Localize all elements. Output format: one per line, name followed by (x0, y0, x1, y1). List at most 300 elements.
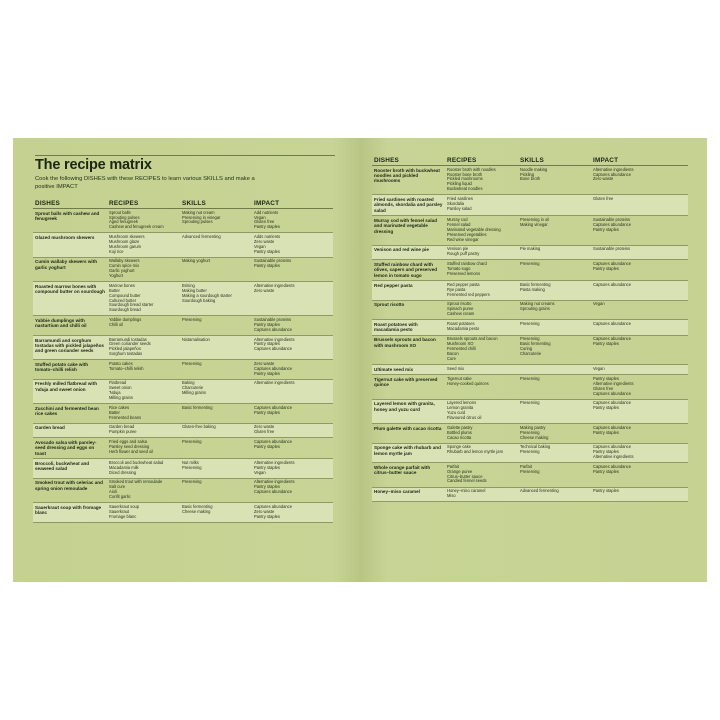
impact-cell (252, 360, 333, 380)
table-body (372, 166, 688, 502)
skill-item: Sprouting grains (520, 306, 550, 312)
impact-item: Captures abundance (593, 171, 632, 177)
skill-item: Preserving (182, 464, 202, 470)
left-page (13, 138, 360, 582)
recipe-item: Pumpkin puree (109, 429, 137, 435)
recipe-item: Parsley seed dressing (109, 443, 150, 449)
recipe-item: Cacao ricotta (447, 434, 472, 440)
recipe-item: Layered lemons (447, 400, 477, 406)
skill-item: Charcuterie (182, 385, 204, 391)
recipe-item: Seed mix (447, 365, 465, 371)
header-dishes: DISHES (33, 198, 107, 209)
skills-cell (518, 399, 591, 423)
recipe-item: Macadamia milk (109, 464, 139, 470)
impact-item: Captures abundance (254, 503, 293, 509)
skill-item: Sprouting pulses (182, 219, 213, 225)
page-title: The recipe matrix (35, 157, 152, 173)
header-skills: SKILLS (518, 155, 591, 166)
recipe-item: Citrus–butter sauce (447, 473, 483, 479)
skill-item: Preserving (182, 317, 202, 323)
recipes-cell (445, 463, 518, 487)
header-impact: IMPACT (591, 155, 688, 166)
recipe-item: Brussels sprouts and bacon (447, 336, 498, 342)
dish-name: Freshly milled flatbread with 'nduja and sweet onion (33, 379, 107, 403)
skill-item: Milling grains (182, 390, 206, 396)
impact-item: Zero waste (254, 508, 275, 514)
skill-item: Cheese making (520, 434, 549, 440)
recipes-cell (445, 300, 518, 320)
dish-name: Layered lemon with granita, honey and yuzu curd (372, 399, 445, 423)
impact-cell (591, 216, 688, 245)
recipe-item: Red wine vinegar (447, 236, 479, 242)
recipes-cell (445, 281, 518, 301)
impact-cell (591, 195, 688, 216)
dish-name: Honey–miso caramel (372, 487, 445, 502)
impact-item: Zero waste (593, 176, 614, 182)
impact-cell (591, 443, 688, 463)
recipe-item: Fromage blanc (109, 513, 137, 519)
impact-item: Zero waste (254, 360, 275, 366)
recipe-item: Flatbread (109, 380, 127, 386)
table-row (372, 335, 688, 364)
impact-cell (591, 424, 688, 444)
impact-item: Captures abundance (593, 424, 632, 430)
recipe-item: Koji rice (109, 248, 124, 254)
recipe-item: Yabbie dumplings (109, 317, 142, 323)
skills-cell (180, 379, 252, 403)
skill-item: Making nut creams (520, 301, 555, 307)
recipe-item: Pickled jalapeños (109, 346, 141, 352)
recipes-cell (107, 423, 180, 438)
recipes-cell (107, 478, 180, 502)
recipe-item: Cashew cream (447, 311, 475, 317)
recipe-item: Mushroom XO (447, 341, 474, 347)
dish-name: Garden bread (33, 423, 107, 438)
table-row (372, 487, 688, 502)
skills-cell (518, 216, 591, 245)
recipe-item: Cure (447, 356, 456, 362)
impact-item: Captures abundance (254, 326, 293, 332)
dish-name: Brussels sprouts and bacon with mushroom XO (372, 335, 445, 364)
skill-item: Basic fermenting (520, 281, 551, 287)
recipes-cell (445, 399, 518, 423)
recipe-item: Rooster broth with noodles (447, 166, 496, 172)
recipe-item: Parsley salad (447, 205, 472, 211)
skills-cell (518, 166, 591, 195)
skills-cell (180, 360, 252, 380)
recipe-item: Cultured butter (109, 297, 137, 303)
impact-item: Pantry staples (593, 265, 619, 271)
skills-cell (518, 281, 591, 301)
dish-name: Tigernut cake with preserved quince (372, 375, 445, 399)
skill-item: Preserving (520, 260, 540, 266)
impact-item: Alternative ingredients (593, 166, 634, 172)
recipe-item: Honey–miso caramel (447, 488, 486, 494)
recipe-item: Sprout balls (109, 209, 131, 215)
dish-name: Glazed mushroom skewers (33, 233, 107, 257)
impact-cell (252, 335, 333, 359)
skill-item: Preserving in oil (520, 216, 550, 222)
skill-item: Preserving (520, 375, 540, 381)
impact-cell (252, 209, 333, 233)
table-row (372, 399, 688, 423)
dish-name: Murray cod with fennel salad and marinated vegetable dressing (372, 216, 445, 245)
recipes-cell (445, 260, 518, 281)
impact-item: Captures abundance (254, 365, 293, 371)
skills-cell (180, 459, 252, 479)
skill-item: Advanced fermenting (520, 488, 559, 494)
impact-item: Alternative ingredients (254, 336, 295, 342)
impact-item: Pantry staples (593, 405, 619, 411)
impact-cell (591, 320, 688, 336)
impact-item: Sustainable proteins (593, 216, 631, 222)
impact-item: Pantry staples (593, 468, 619, 474)
recipes-cell (445, 335, 518, 364)
impact-item: Pantry staples (254, 484, 280, 490)
impact-cell (591, 365, 688, 375)
skill-item: Making vinegar (520, 221, 548, 227)
table-row (33, 335, 333, 359)
header-recipes: RECIPES (107, 198, 180, 209)
impact-cell (591, 487, 688, 502)
skill-item: Preserving (520, 336, 540, 342)
recipe-item: Macadamia pesto (447, 325, 480, 331)
skill-item: Nixtamalisation (182, 336, 210, 342)
recipe-item: Lemon granita (447, 405, 474, 411)
table-row (33, 404, 333, 424)
impact-cell (252, 438, 333, 459)
impact-item: Captures abundance (593, 390, 632, 396)
impact-item: Captures abundance (593, 221, 632, 227)
skills-cell (180, 233, 252, 257)
recipe-item: Salt cure (109, 484, 126, 490)
impact-item: Gluten free (593, 385, 614, 391)
recipe-item: 'Nduja (109, 390, 121, 396)
skill-item: Advanced fermenting (182, 234, 221, 239)
skill-item: Pickling (520, 171, 535, 177)
recipes-cell (107, 404, 180, 424)
recipe-item: Fried sardines (447, 195, 473, 201)
impact-item: Zero waste (254, 287, 275, 293)
recipe-item: Fermented red peppers (447, 291, 490, 297)
recipe-item: Sprout risotto (447, 301, 472, 307)
impact-item: Captures abundance (593, 463, 632, 469)
recipe-item: Cashew and fenugreek cream (109, 224, 164, 230)
recipes-cell (445, 365, 518, 375)
recipe-item: Preserved lemons (447, 270, 480, 276)
skills-cell (180, 257, 252, 281)
skills-cell (518, 424, 591, 444)
skills-cell (180, 438, 252, 459)
recipe-item: Confit garlic (109, 494, 131, 500)
dish-name: Venison and red wine pie (372, 245, 445, 260)
impact-item: Captures abundance (254, 346, 293, 352)
table-row (33, 379, 333, 403)
recipe-item: Honey-cooked quinces (447, 380, 489, 386)
impact-cell (252, 503, 333, 523)
skills-cell (180, 316, 252, 336)
recipe-item: Barramundi tostadas (109, 336, 147, 342)
table-row (372, 463, 688, 487)
recipe-item: Galette pastry (447, 424, 473, 430)
table-row (372, 166, 688, 195)
recipe-item: Milling grains (109, 395, 133, 401)
recipe-item: Diced dressing (109, 469, 137, 475)
skills-cell (180, 404, 252, 424)
recipe-item: Murray cod (447, 216, 468, 222)
recipe-item: Sauerkraut (109, 508, 130, 514)
impact-cell (252, 282, 333, 316)
recipe-item: Chilli oil (109, 321, 124, 327)
recipe-item: Sorghum tostadas (109, 351, 143, 357)
recipe-item: Pickling liquid (447, 181, 472, 187)
recipe-item: Sweet onion (109, 385, 132, 391)
recipe-item: Potato cakes (109, 360, 133, 366)
right-page (360, 138, 707, 582)
impact-item: Pantry staples (593, 375, 619, 381)
skill-item: Basic fermenting (182, 404, 213, 410)
impact-cell (591, 335, 688, 364)
skill-item: Cheese making (182, 508, 211, 514)
dish-name: Red pepper pasta (372, 281, 445, 301)
recipes-cell (445, 487, 518, 502)
impact-item: Pantry staples (593, 449, 619, 455)
impact-item: Pantry staples (254, 443, 280, 449)
recipe-item: Sprouting pulses (109, 214, 140, 220)
skill-item: Preserving (182, 438, 202, 444)
recipes-cell (107, 459, 180, 479)
skills-cell (180, 335, 252, 359)
impact-cell (591, 463, 688, 487)
recipe-item: Fermented chilli (447, 346, 476, 352)
impact-item: Pantry staples (254, 341, 280, 347)
recipe-item: Red pepper pasta (447, 281, 480, 287)
impact-cell (252, 233, 333, 257)
skill-item: Preserving (182, 479, 202, 485)
impact-item: Captures abundance (593, 281, 632, 287)
recipes-cell (445, 320, 518, 336)
recipe-item: Smoked trout with remoulade (109, 479, 163, 485)
impact-cell (252, 459, 333, 479)
table-row (33, 257, 333, 281)
table-row (372, 260, 688, 281)
impact-item: Pantry staples (254, 224, 280, 230)
recipes-cell (445, 195, 518, 216)
skills-cell (518, 195, 591, 216)
recipe-item: Yuzu curd (447, 410, 466, 416)
impact-item: Captures abundance (593, 320, 632, 326)
recipes-cell (107, 379, 180, 403)
skills-cell (518, 260, 591, 281)
skill-item: Basic fermenting (182, 503, 213, 509)
recipes-cell (445, 245, 518, 260)
table-row (33, 503, 333, 523)
skill-item: Preserving (520, 400, 540, 406)
dish-name: Smoked trout with celeriac and spring onion remoulade (33, 478, 107, 502)
book-spread (13, 138, 707, 582)
recipe-item: Batter (109, 409, 120, 415)
recipe-item: Fermented beans (109, 414, 142, 420)
skill-item: Baking (182, 380, 195, 386)
impact-item: Pantry staples (254, 248, 280, 254)
dish-name: Barramundi and sorghum tostadas with pickled jalapeños and green coriander seeds (33, 335, 107, 359)
recipe-item: Tomato sugo (447, 265, 471, 271)
skill-item: Nut milks (182, 459, 199, 465)
skill-item: Pie making (520, 246, 541, 252)
skills-cell (518, 375, 591, 399)
dish-name: Sauerkraut soup with fromage blanc (33, 503, 107, 523)
recipe-item: Aged fenugreek (109, 219, 138, 225)
recipe-item: Candied fennel seeds (447, 478, 487, 484)
impact-item: Pantry staples (254, 321, 280, 327)
impact-item: Captures abundance (254, 489, 293, 495)
recipe-item: Compound butter (109, 292, 141, 298)
recipe-item: Mushroom skewers (109, 234, 145, 239)
skill-item: Preserving in vinegar (182, 214, 221, 220)
recipe-matrix-right (372, 155, 688, 502)
impact-cell (252, 379, 333, 403)
impact-item: Sustainable proteins (254, 258, 292, 264)
impact-item: Sustainable proteins (254, 317, 292, 323)
impact-item: Captures abundance (254, 404, 293, 410)
recipes-cell (445, 375, 518, 399)
impact-cell (591, 300, 688, 320)
recipe-item: Parfait (447, 463, 459, 469)
table-row (372, 195, 688, 216)
skills-cell (518, 365, 591, 375)
impact-item: Gluten free (254, 219, 275, 225)
recipe-item: Fried eggs and salsa (109, 438, 148, 444)
impact-item: Adds nutrients (254, 234, 281, 239)
header-row (33, 198, 333, 209)
recipe-item: Fennel salad (447, 221, 471, 227)
recipe-item: Miso (447, 493, 456, 499)
skills-cell (180, 282, 252, 316)
skills-cell (518, 300, 591, 320)
skills-cell (180, 478, 252, 502)
header-row (372, 155, 688, 166)
recipe-item: Pickled mushrooms (447, 176, 483, 182)
dish-name: Rooster broth with buckwheat noodles and pickled mushrooms (372, 166, 445, 195)
dish-name: Sprout balls with cashew and fenugreek (33, 209, 107, 233)
impact-cell (591, 260, 688, 281)
skill-item: Parfait (520, 463, 532, 469)
skill-item: Preserving (520, 320, 540, 326)
skills-cell (180, 423, 252, 438)
recipe-item: Herb flower and seed oil (109, 448, 154, 454)
recipe-item: Rice cakes (109, 404, 130, 410)
impact-item: Add nutrients (254, 209, 279, 215)
impact-cell (591, 166, 688, 195)
dish-name: Fried sardines with roasted almonds, skordalia and parsley salad (372, 195, 445, 216)
table-row (372, 443, 688, 463)
impact-item: Vegan (254, 469, 266, 475)
recipe-item: Garden bread (109, 424, 135, 430)
impact-cell (591, 281, 688, 301)
recipe-item: Tomato–chilli relish (109, 365, 144, 371)
dish-name: Avocado salsa with parsley-seed dressing and eggs on toast (33, 438, 107, 459)
recipe-item: Marinated vegetable dressing (447, 226, 501, 232)
skills-cell (518, 443, 591, 463)
dish-name: Sprout risotto (372, 300, 445, 320)
recipes-cell (445, 443, 518, 463)
recipe-item: Mushroom glaze (109, 238, 140, 244)
impact-item: Pantry staples (254, 409, 280, 415)
impact-cell (591, 245, 688, 260)
impact-item: Pantry staples (593, 429, 619, 435)
recipe-item: Stuffed rainbow chard (447, 260, 487, 266)
skill-item: Sourdough baking (182, 297, 216, 303)
table-row (372, 365, 688, 375)
skill-item: Pasta making (520, 286, 545, 292)
table-row (33, 438, 333, 459)
impact-item: Vegan (254, 243, 266, 249)
skill-item: Technical baking (520, 444, 551, 450)
skill-item: Curing (520, 346, 533, 352)
impact-item: Sustainable proteins (593, 246, 631, 252)
impact-cell (591, 375, 688, 399)
impact-item: Captures abundance (593, 260, 632, 266)
impact-cell (252, 257, 333, 281)
impact-item: Pantry staples (254, 370, 280, 376)
impact-item: Alternative ingredients (593, 454, 634, 460)
skill-item: Gluten-free baking (182, 424, 216, 430)
recipe-item: Roast potatoes (447, 320, 475, 326)
skill-item: Noodle making (520, 166, 548, 172)
table-body (33, 209, 333, 523)
impact-item: Gluten free (254, 429, 275, 435)
recipes-cell (445, 216, 518, 245)
dish-name: Broccoli, buckwheat and seaweed salad (33, 459, 107, 479)
impact-item: Captures abundance (254, 438, 293, 444)
recipe-item: Rhubarb and lemon myrtle jam (447, 449, 503, 455)
impact-item: Alternative ingredients (254, 459, 295, 465)
recipes-cell (445, 166, 518, 195)
recipe-item: Bacon (447, 351, 459, 357)
recipe-item: Rough puff pastry (447, 251, 480, 257)
recipes-cell (445, 424, 518, 444)
impact-item: Captures abundance (593, 400, 632, 406)
skill-item: Preserving (520, 429, 540, 435)
recipes-cell (107, 233, 180, 257)
table-row (372, 320, 688, 336)
impact-item: Pantry staples (254, 464, 280, 470)
impact-cell (252, 478, 333, 502)
dish-name: Yabbie dumplings with nasturtium and chilli oil (33, 316, 107, 336)
dish-name: Stuffed potato cake with tomato–chilli relish (33, 360, 107, 380)
skills-cell (518, 487, 591, 502)
skills-cell (518, 245, 591, 260)
impact-item: Alternative ingredients (254, 479, 295, 485)
recipe-item: Preserved vegetables (447, 231, 487, 237)
recipe-item: Yoghurt (109, 273, 123, 279)
recipes-cell (107, 335, 180, 359)
skill-item: Preserving (520, 449, 540, 455)
header-skills: SKILLS (180, 198, 252, 209)
table-row (372, 300, 688, 320)
dish-name: Roasted marrow bones with compound butter on sourdough (33, 282, 107, 316)
table-row (372, 216, 688, 245)
dish-name: Plum galette with cacao ricotta (372, 424, 445, 444)
recipe-item: Sponge cake (447, 444, 471, 450)
recipe-item: Wallaby skewers (109, 258, 140, 264)
recipe-item: Aioli (109, 489, 117, 495)
table-row (33, 360, 333, 380)
impact-item: Zero waste (254, 238, 275, 244)
skill-item: Charcuterie (520, 351, 542, 357)
skill-item: Bone broth (520, 176, 541, 182)
table-row (33, 233, 333, 257)
